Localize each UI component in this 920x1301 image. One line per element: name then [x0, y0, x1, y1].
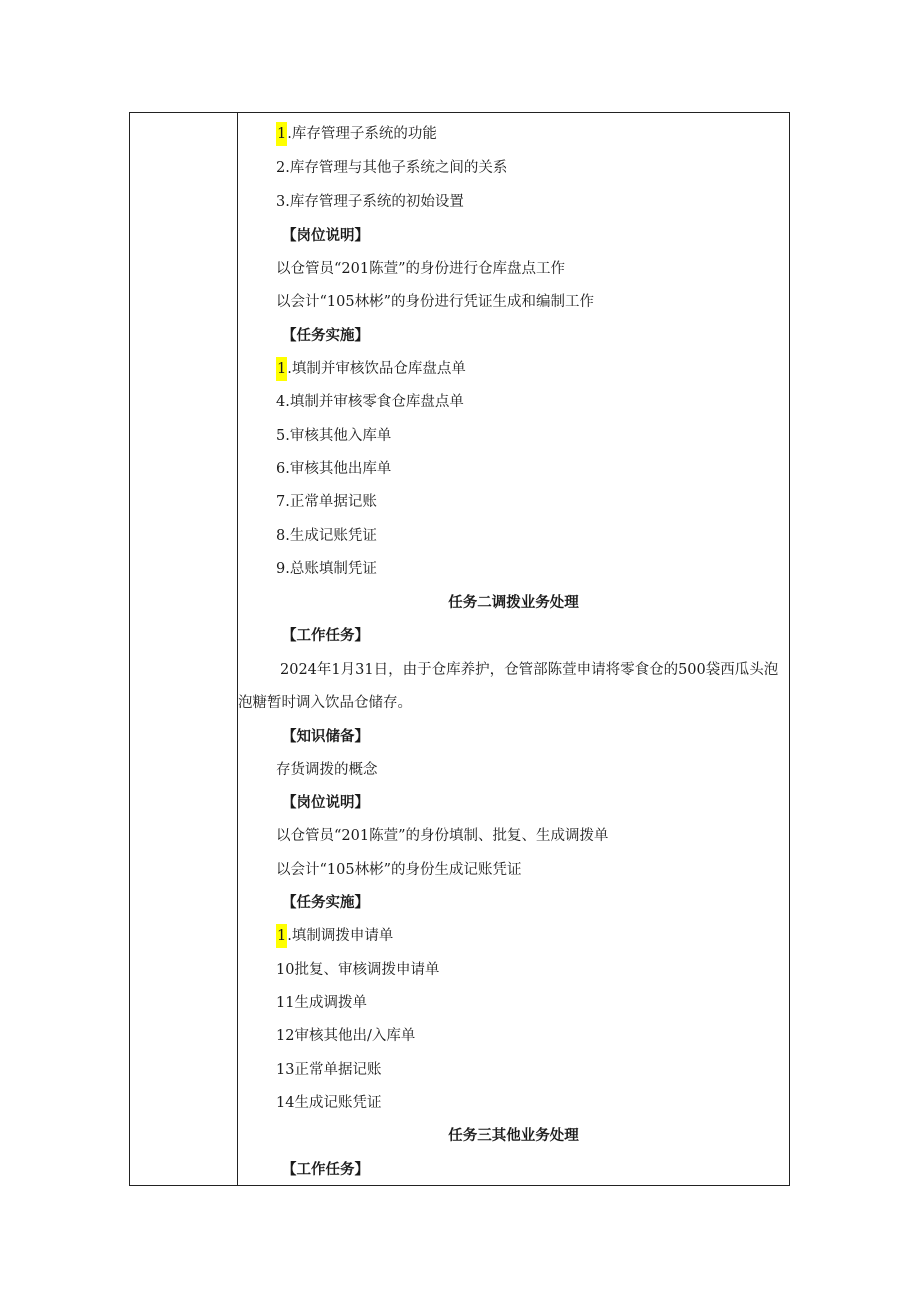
section-heading	[282, 1153, 783, 1187]
line-text: 【岗位说明】	[282, 228, 369, 244]
line-text: 6.审核其他出库单	[276, 461, 392, 477]
list-item	[276, 252, 783, 286]
line-text: 14生成记账凭证	[276, 1095, 382, 1111]
line-text: 5.审核其他入库单	[276, 428, 392, 444]
line-text: 9.总账填制凭证	[276, 561, 377, 577]
section-title	[238, 586, 789, 620]
line-text: 10批复、审核调拨申请单	[276, 962, 440, 978]
line-text: 泡糖暂时调入饮品仓储存。	[238, 695, 412, 711]
list-item	[276, 185, 783, 219]
list-item	[276, 519, 783, 553]
list-item	[276, 986, 783, 1020]
paragraph-line	[238, 686, 783, 720]
line-text: .填制调拨申请单	[287, 928, 394, 944]
line-text: 11生成调拨单	[276, 995, 367, 1011]
list-item	[276, 753, 783, 787]
line-text: 7.正常单据记账	[276, 494, 377, 510]
list-item	[276, 552, 783, 586]
paragraph-line	[238, 653, 785, 687]
list-item	[276, 117, 783, 151]
section-heading	[282, 720, 783, 754]
line-text: 以会计“105林彬”的身份生成记账凭证	[276, 862, 522, 878]
line-text: 【工作任务】	[282, 628, 369, 644]
line-text: 【任务实施】	[282, 895, 369, 911]
content-column	[238, 113, 789, 1185]
left-column	[130, 113, 238, 1185]
section-heading	[282, 219, 783, 253]
document-table	[129, 112, 790, 1186]
line-text: .填制并审核饮品仓库盘点单	[287, 361, 466, 377]
highlighted-number: 1	[276, 357, 287, 381]
line-text: 8.生成记账凭证	[276, 528, 377, 544]
line-text: 12审核其他出/入库单	[276, 1028, 416, 1044]
section-heading	[282, 886, 783, 920]
highlighted-number: 1	[276, 924, 287, 948]
highlighted-number: 1	[276, 122, 287, 146]
line-text: 2.库存管理与其他子系统之间的关系	[276, 160, 508, 176]
list-item	[276, 452, 783, 486]
list-item	[276, 919, 783, 953]
section-heading	[282, 619, 783, 653]
line-text: 4.填制并审核零食仓库盘点单	[276, 394, 464, 410]
line-text: 【工作任务】	[282, 1162, 369, 1178]
line-text: 以仓管员“201陈萱”的身份填制、批复、生成调拨单	[276, 828, 609, 844]
list-item	[276, 285, 783, 319]
line-text: 【任务实施】	[282, 328, 369, 344]
line-text: 【岗位说明】	[282, 795, 369, 811]
list-item	[276, 853, 783, 887]
line-text: 任务三其他业务处理	[448, 1128, 579, 1144]
line-text: 13正常单据记账	[276, 1062, 382, 1078]
section-title	[238, 1119, 789, 1153]
line-text: 存货调拨的概念	[276, 762, 378, 778]
line-text: .库存管理子系统的功能	[287, 126, 437, 142]
line-text: 3.库存管理子系统的初始设置	[276, 194, 464, 210]
list-item	[276, 385, 783, 419]
list-item	[276, 352, 783, 386]
list-item	[276, 151, 783, 185]
list-item	[276, 1086, 783, 1120]
line-text: 2024年1月31日，由于仓库养护，仓管部陈萱申请将零食仓的500袋西瓜头泡	[280, 662, 779, 678]
line-text: 【知识储备】	[282, 729, 369, 745]
list-item	[276, 819, 783, 853]
line-text: 任务二调拨业务处理	[448, 595, 579, 611]
list-item	[276, 1019, 783, 1053]
line-text: 以会计“105林彬”的身份进行凭证生成和编制工作	[276, 294, 594, 310]
list-item	[276, 419, 783, 453]
section-heading	[282, 319, 783, 353]
list-item	[276, 953, 783, 987]
section-heading	[282, 786, 783, 820]
line-text: 以仓管员“201陈萱”的身份进行仓库盘点工作	[276, 261, 566, 277]
list-item	[276, 1053, 783, 1087]
list-item	[276, 485, 783, 519]
